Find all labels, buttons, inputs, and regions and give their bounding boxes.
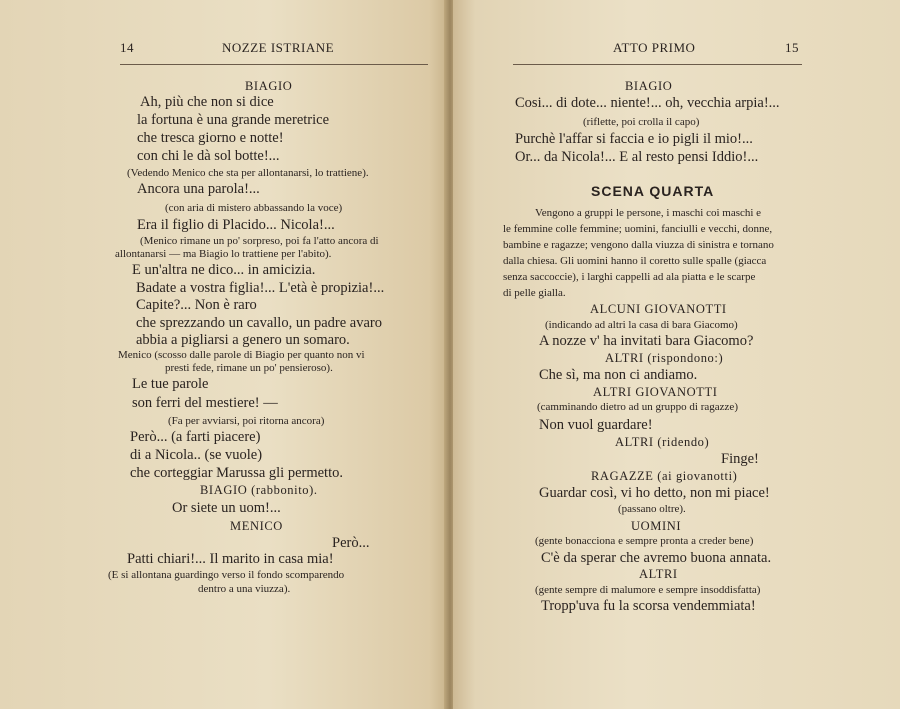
right-page: [453, 0, 900, 709]
verse-line: Le tue parole: [132, 376, 209, 392]
verse-line: Or... da Nicola!... E al resto pensi Iddio!...: [515, 149, 759, 165]
verse-line: C'è da sperar che avremo buona annata.: [541, 550, 772, 566]
verse-line: Purchè l'affar si faccia e io pigli il mio!...: [515, 131, 753, 147]
verse-line: che sprezzando un cavallo, un padre avaro: [136, 315, 382, 331]
verse-line: di a Nicola.. (se vuole): [130, 447, 263, 463]
verse-line: che corteggiar Marussa gli permetto.: [130, 465, 343, 481]
speaker-name: MENICO: [230, 519, 283, 533]
page-number: 14: [120, 40, 134, 55]
stage-direction: (Fa per avviarsi, poi ritorna ancora): [168, 415, 325, 427]
verse-line: Finge!: [721, 451, 759, 467]
stage-direction: (riflette, poi crolla il capo): [583, 116, 700, 128]
stage-direction: presti fede, rimane un po' pensieroso).: [165, 362, 333, 374]
verse-line: Era il figlio di Placido... Nicola!...: [137, 217, 335, 233]
verse-line: Guardar così, vi ho detto, non mi piace!: [539, 485, 770, 501]
stage-direction: (Vedendo Menico che sta per allontanarsi, lo trattiene).: [127, 167, 369, 179]
speaker-name: ALTRI GIOVANOTTI: [593, 385, 718, 399]
speaker-name: BIAGIO: [625, 79, 673, 93]
speaker-name: RAGAZZE (ai giovanotti): [591, 469, 738, 483]
stage-direction: (indicando ad altri la casa di bara Giacomo): [545, 319, 738, 331]
prose-line: di pelle gialla.: [503, 287, 566, 299]
verse-line: Che sì, ma non ci andiamo.: [539, 367, 698, 383]
speaker-name: ALTRI (rispondono:): [605, 351, 724, 365]
verse-line: Badate a vostra figlia!... L'età è propizia!...: [136, 280, 385, 296]
stage-direction: dentro a una viuzza).: [198, 583, 291, 595]
verse-line: Patti chiari!... Il marito in casa mia!: [127, 551, 334, 567]
verse-line: son ferri del mestiere! —: [132, 395, 278, 411]
verse-line: Cosi... di dote... niente!... oh, vecchia arpia!...: [515, 95, 780, 111]
speaker-name: ALCUNI GIOVANOTTI: [590, 302, 727, 316]
stage-direction: (camminando dietro ad un gruppo di ragazze): [537, 401, 738, 413]
verse-line: A nozze v' ha invitati bara Giacomo?: [539, 333, 754, 349]
stage-direction: allontanarsi — ma Biagio lo trattiene per l'abito).: [115, 248, 332, 260]
running-head: ATTO PRIMO: [613, 40, 696, 55]
header-rule: [513, 64, 802, 65]
stage-direction: (Menico rimane un po' sorpreso, poi fa l'atto ancora di: [140, 235, 379, 247]
stage-direction: (con aria di mistero abbassando la voce): [165, 202, 343, 214]
stage-direction: Menico (scosso dalle parole di Biagio per quanto non vi: [118, 349, 365, 361]
prose-line: senza saccoccie), i larghi cappelli ad ala piatta e le scarpe: [503, 271, 756, 283]
scene-title: SCENA QUARTA: [591, 183, 715, 199]
page-number: 15: [785, 40, 799, 55]
speaker-name: ALTRI (ridendo): [615, 435, 710, 449]
speaker-name: BIAGIO (rabbonito).: [200, 483, 318, 497]
verse-line: Però... (a farti piacere): [130, 429, 261, 445]
verse-line: Or siete un uom!...: [172, 500, 281, 516]
speaker-name: UOMINI: [631, 519, 682, 533]
prose-line: dalla chiesa. Gli uomini hanno il coretto sulle spalle (giacca: [503, 255, 767, 267]
header-rule: [120, 64, 428, 65]
verse-line: con chi le dà sol botte!...: [137, 148, 280, 164]
verse-line: che tresca giorno e notte!: [137, 130, 284, 146]
speaker-name: ALTRI: [639, 567, 678, 581]
speaker-name: BIAGIO: [245, 79, 293, 93]
verse-line: Ah, più che non si dice: [140, 94, 274, 110]
verse-line: Ancora una parola!...: [137, 181, 260, 197]
running-head: NOZZE ISTRIANE: [222, 40, 335, 55]
verse-line: Capite?... Non è raro: [136, 297, 257, 313]
stage-direction: (E si allontana guardingo verso il fondo scomparendo: [108, 569, 345, 581]
prose-line: bambine e ragazze; vengono dalla viuzza di sinistra e tornano: [503, 239, 774, 251]
prose-line: le femmine colle femmine; uomini, fanciulli e vecchi, donne,: [503, 223, 773, 235]
stage-direction: (gente bonacciona e sempre pronta a creder bene): [535, 535, 754, 547]
verse-line: E un'altra ne dico... in amicizia.: [132, 262, 316, 278]
stage-direction: (passano oltre).: [618, 503, 686, 515]
verse-line: Non vuol guardare!: [539, 417, 653, 433]
verse-line: Tropp'uva fu la scorsa vendemmiata!: [541, 598, 756, 614]
verse-line: la fortuna è una grande meretrice: [137, 112, 330, 128]
stage-direction: (gente sempre di malumore e sempre insoddisfatta): [535, 584, 761, 596]
prose-line: Vengono a gruppi le persone, i maschi coi maschi e: [535, 207, 762, 219]
left-page: [0, 0, 447, 709]
verse-line: Però...: [332, 535, 370, 551]
verse-line: abbia a pigliarsi a genero un somaro.: [136, 332, 350, 348]
